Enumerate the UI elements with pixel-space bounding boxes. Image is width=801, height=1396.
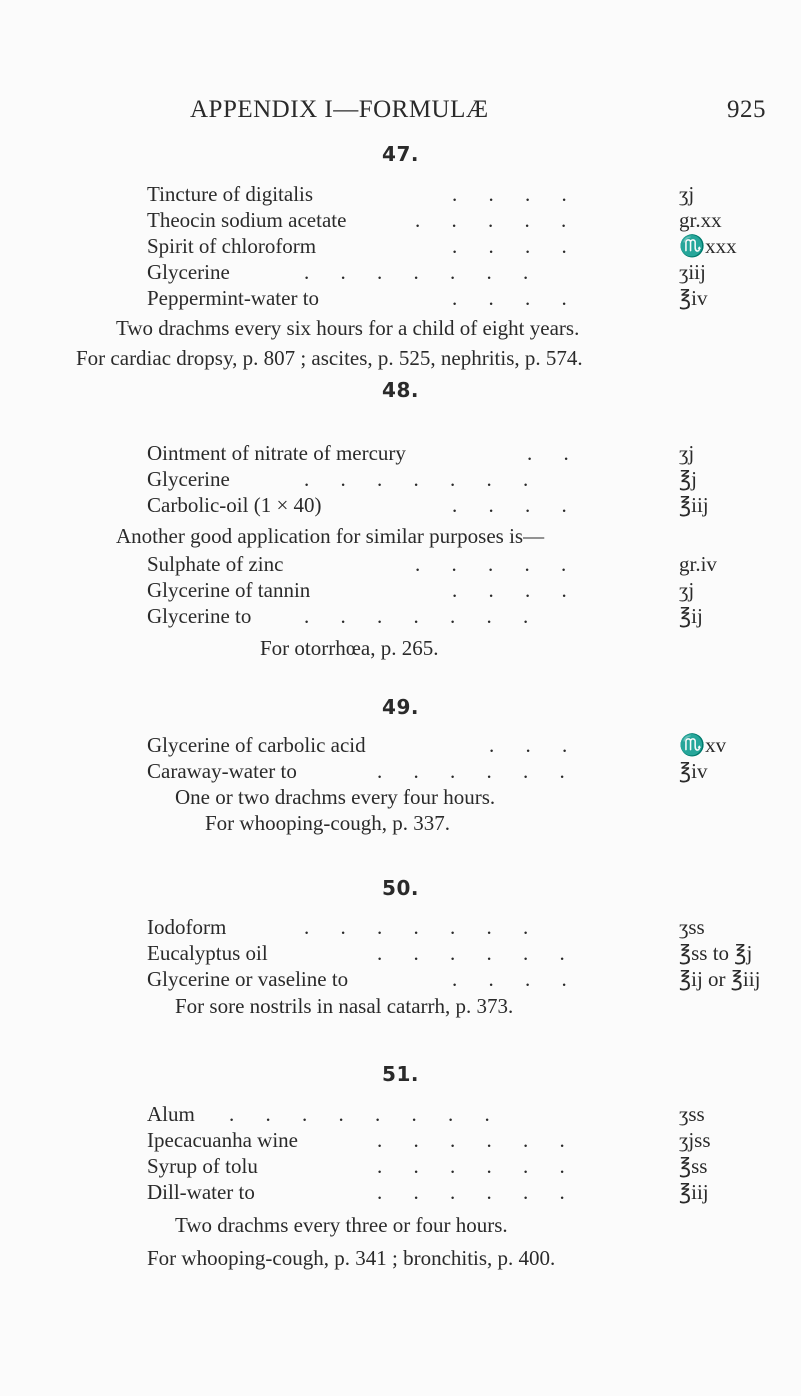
interlude-text: Another good application for similar purposes is—: [116, 524, 545, 548]
dosage-note: Two drachms every three or four hours.: [175, 1213, 508, 1237]
formula-number-48: 48.: [382, 378, 419, 402]
running-head: [0, 96, 801, 130]
running-title: APPENDIX I—FORMULÆ: [190, 96, 489, 123]
indication-note: For otorrhœa, p. 265.: [260, 636, 439, 660]
formula-number-49: 49.: [382, 695, 419, 719]
formula-number-50: 50.: [382, 876, 419, 900]
dosage-note: Two drachms every six hours for a child of eight years.: [116, 316, 580, 340]
indication-note: For whooping-cough, p. 341 ; bronchitis, p. 400.: [147, 1246, 556, 1270]
indication-note: For cardiac dropsy, p. 807 ; ascites, p. 525, nephritis, p. 574.: [76, 346, 583, 370]
indication-note: For sore nostrils in nasal catarrh, p. 373.: [175, 994, 514, 1018]
formula-number-51: 51.: [382, 1062, 419, 1086]
formula-number-47: 47.: [382, 142, 419, 166]
indication-note: For whooping-cough, p. 337.: [205, 811, 450, 835]
page-number: 925: [727, 96, 766, 123]
dosage-note: One or two drachms every four hours.: [175, 785, 496, 809]
